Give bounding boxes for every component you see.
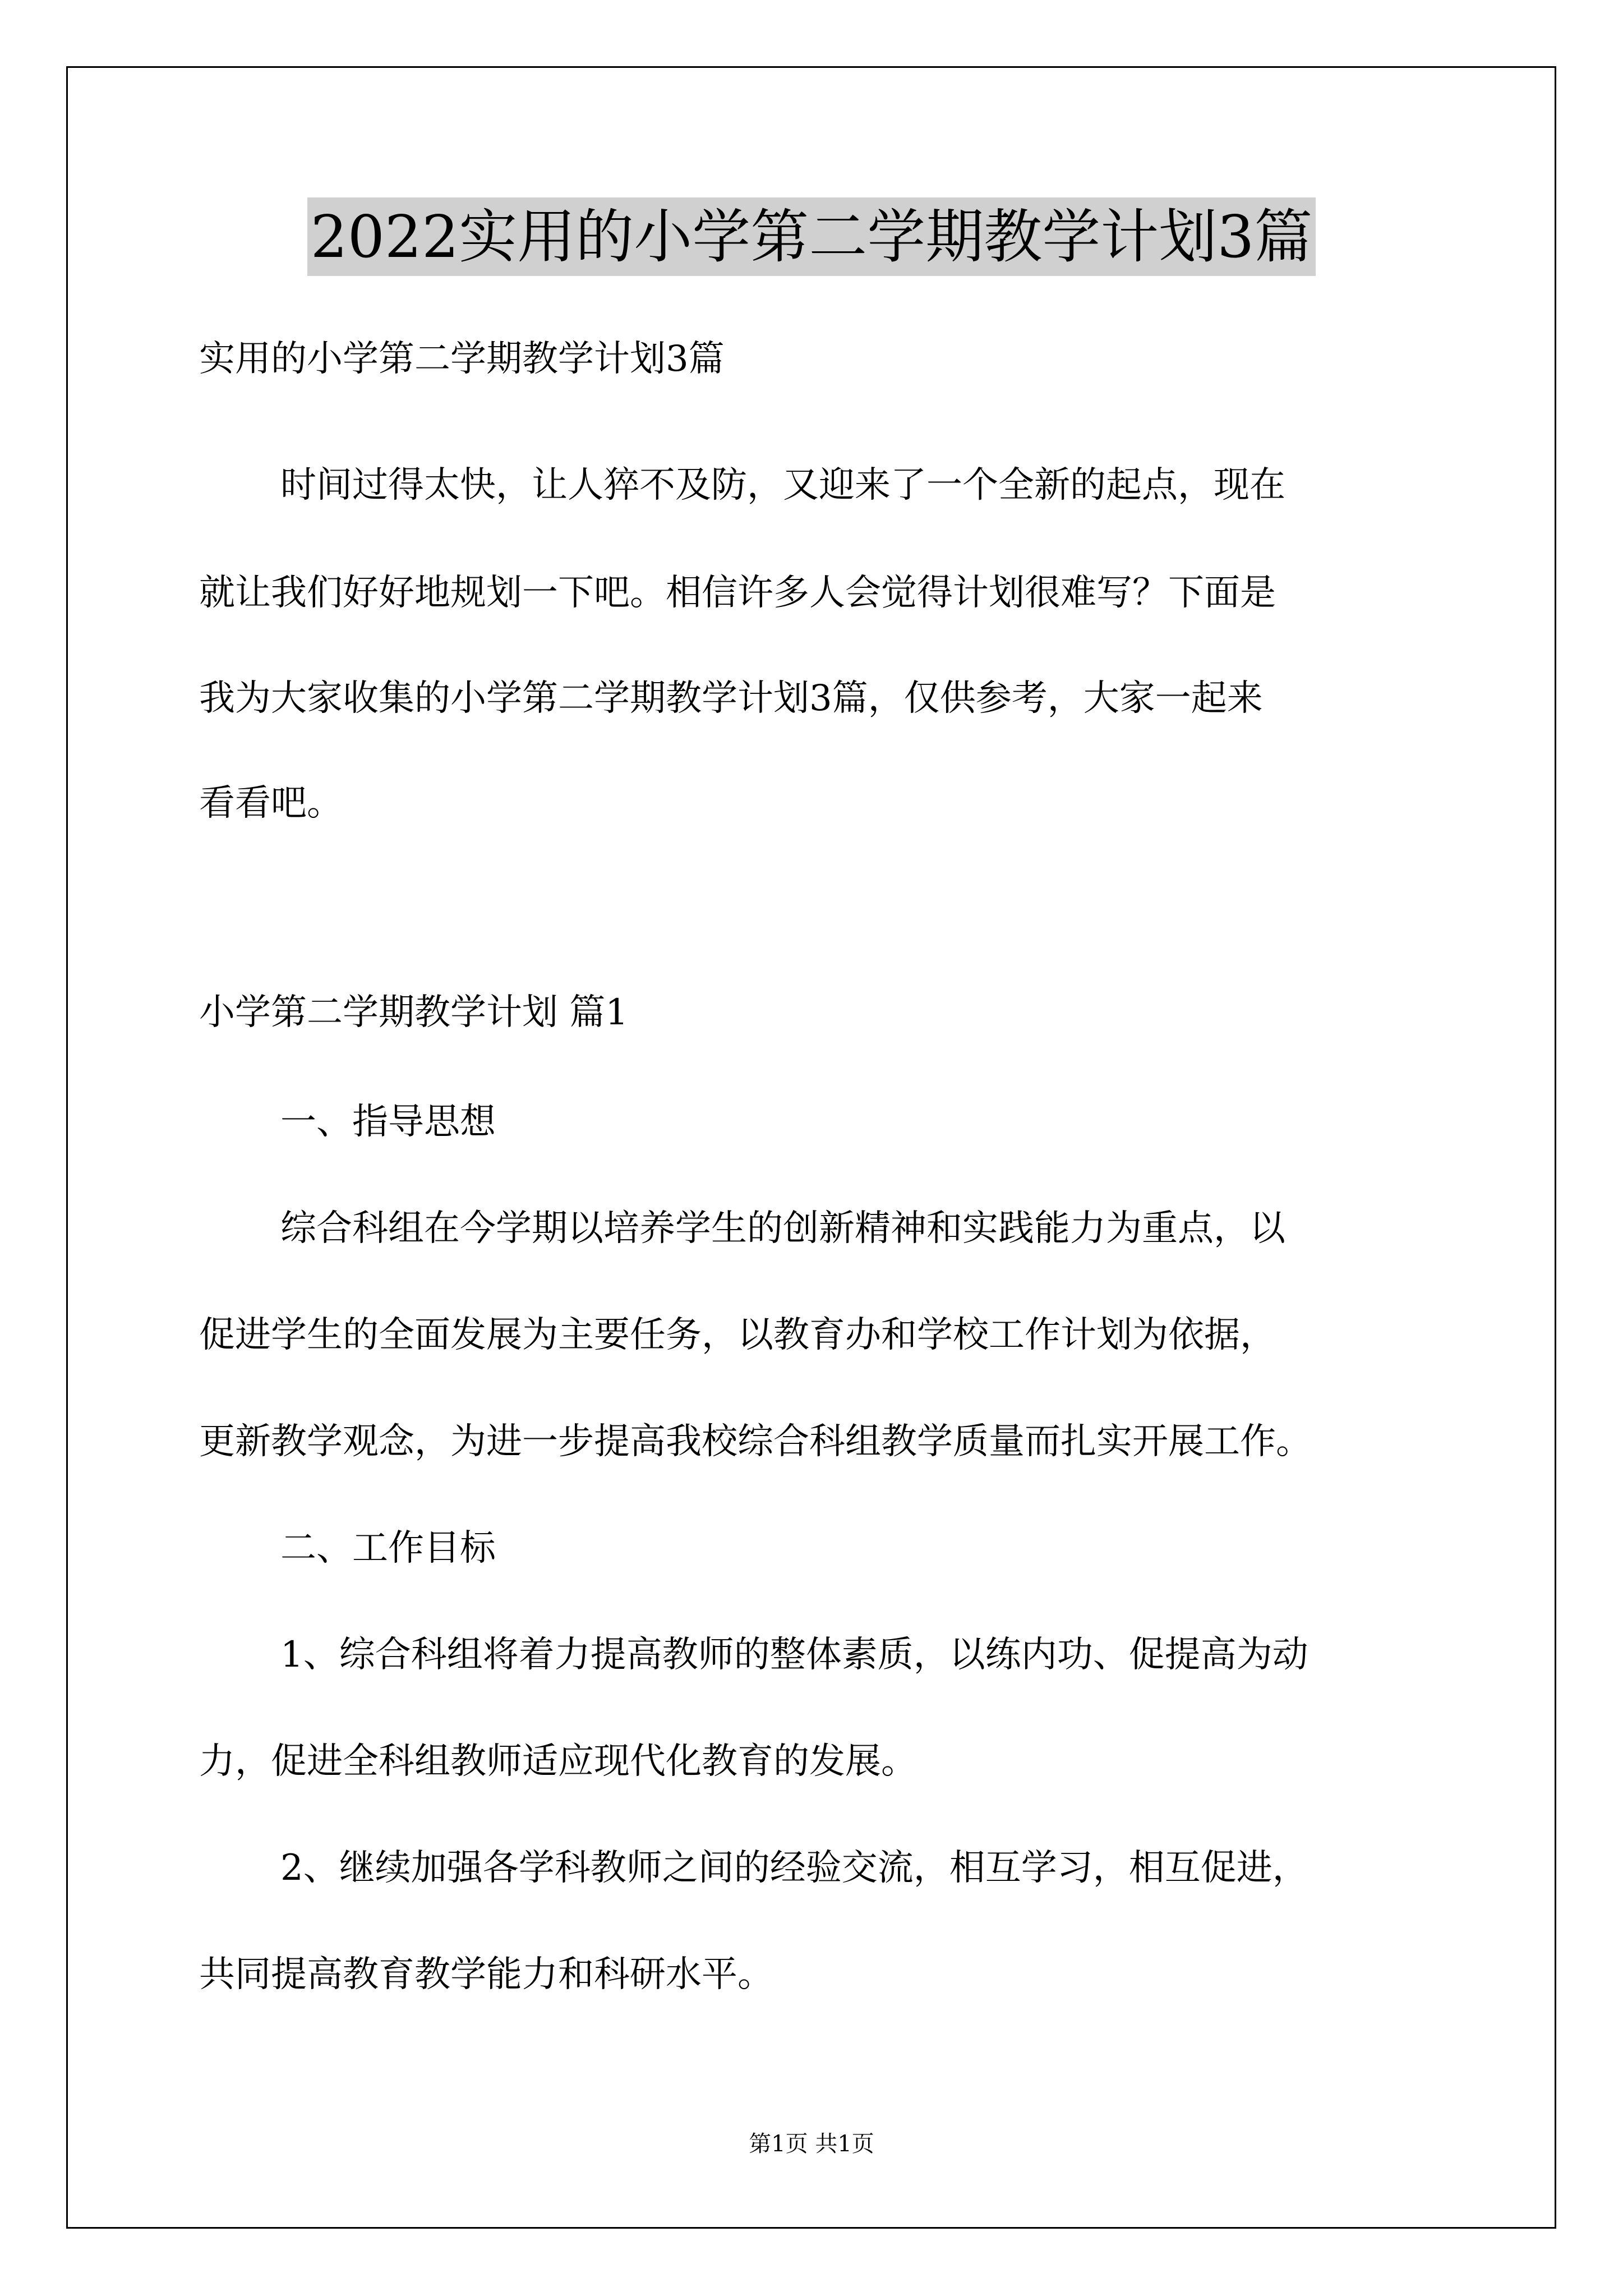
subsection-heading: 二、工作目标	[280, 1527, 496, 1569]
paragraph-line: 我为大家收集的小学第二学期教学计划3篇，仅供参考，大家一起来	[199, 678, 1263, 719]
paragraph-line: 1、综合科组将着力提高教师的整体素质，以练内功、促提高为动	[280, 1634, 1308, 1676]
page-footer: 第1页 共1页	[749, 2131, 874, 2157]
paragraph-line: 综合科组在今学期以培养学生的创新精神和实践能力为重点，以	[280, 1208, 1285, 1249]
page-border	[66, 66, 1556, 2229]
section-heading: 小学第二学期教学计划 篇1	[199, 992, 629, 1033]
paragraph-line: 2、继续加强各学科教师之间的经验交流，相互学习，相互促进，	[280, 1847, 1308, 1889]
subtitle-line: 实用的小学第二学期教学计划3篇	[199, 338, 725, 380]
subsection-heading: 一、指导思想	[280, 1101, 496, 1143]
paragraph-line: 促进学生的全面发展为主要任务，以教育办和学校工作计划为依据，	[199, 1314, 1276, 1356]
document-title: 2022实用的小学第二学期教学计划3篇	[307, 197, 1316, 276]
title-container	[0, 197, 1623, 276]
paragraph-line: 时间过得太快，让人猝不及防，又迎来了一个全新的起点，现在	[280, 464, 1285, 506]
paragraph-line: 力，促进全科组教师适应现代化教育的发展。	[199, 1741, 917, 1782]
paragraph-line: 更新教学观念，为进一步提高我校综合科组教学质量而扎实开展工作。	[199, 1421, 1312, 1462]
paragraph-line: 就让我们好好地规划一下吧。相信许多人会觉得计划很难写？下面是	[199, 572, 1276, 614]
paragraph-line: 看看吧。	[199, 783, 343, 824]
paragraph-line: 共同提高教育教学能力和科研水平。	[199, 1954, 773, 1995]
